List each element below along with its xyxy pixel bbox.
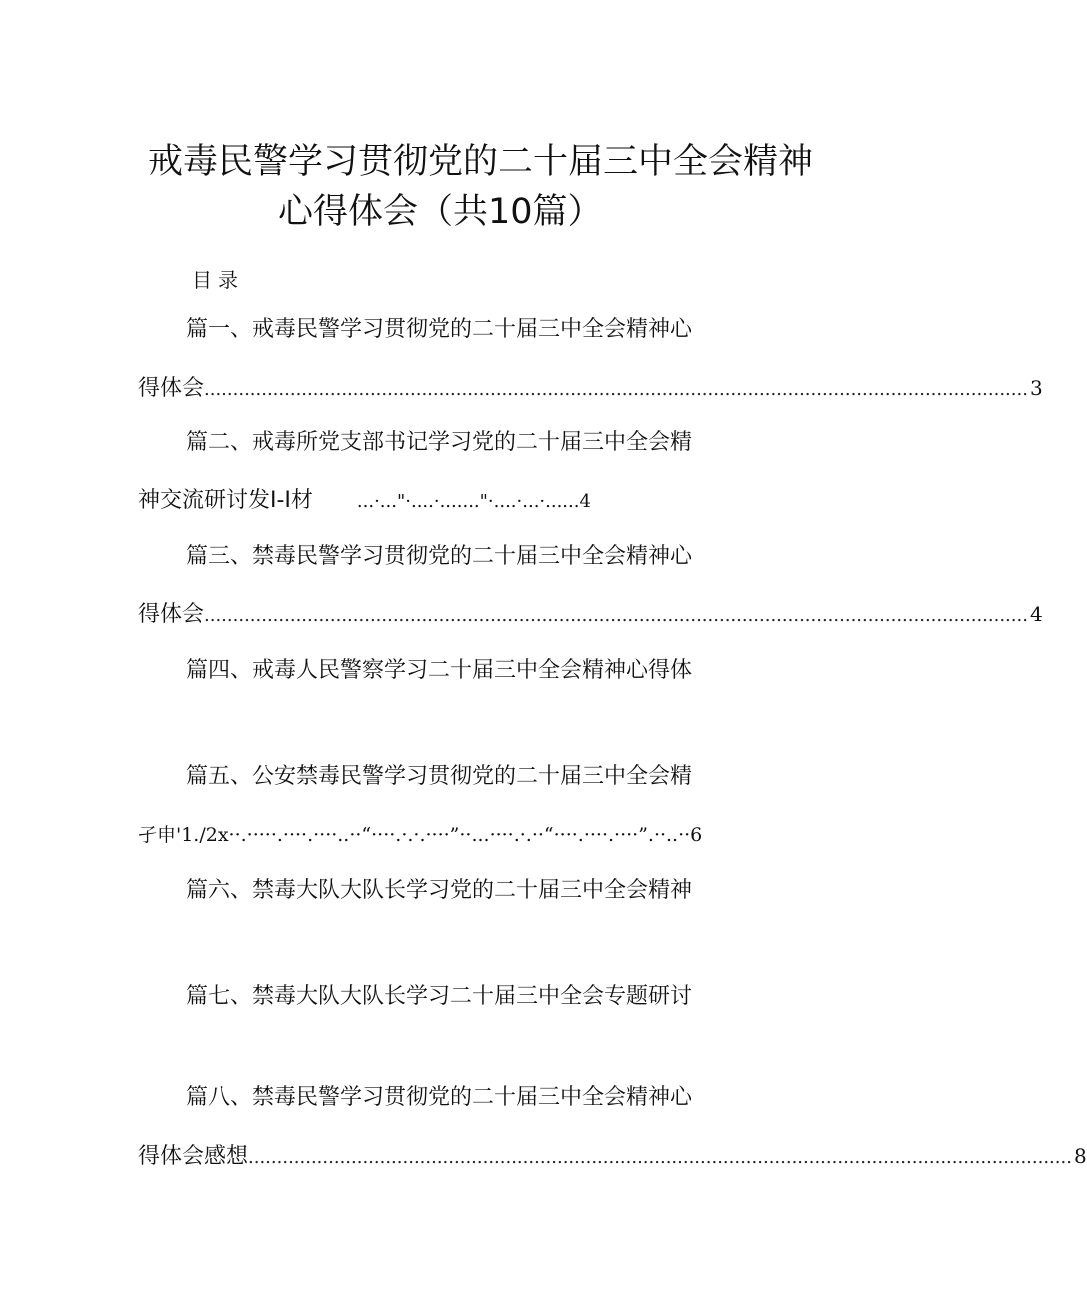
toc-entry-1-title[interactable]: 篇一、戒毒民警学习贯彻党的二十届三中全会精神心 (186, 317, 693, 342)
toc-entry-6-title[interactable]: 篇六、禁毒大队大队长学习党的二十届三中全会精神 (186, 878, 693, 903)
toc-entry-2-title-end: 神交流研讨发I-I材 (138, 488, 313, 513)
toc-entry-2-leader: ...·..."·....·......."·....·...·......4 (356, 491, 591, 512)
toc-entry-3-continuation[interactable] (138, 599, 1043, 631)
toc-entry-8-continuation[interactable] (138, 1141, 1087, 1173)
toc-entry-8-title-end: 得体会感想 (138, 1144, 249, 1169)
toc-entry-3-leader: ................................................................................................................................................ (204, 605, 1028, 626)
toc-heading: 目录 (192, 268, 244, 292)
toc-entry-1-page: 3 (1029, 376, 1043, 400)
toc-entry-2-title[interactable]: 篇二、戒毒所党支部书记学习党的二十届三中全会精 (186, 430, 693, 455)
toc-entry-5-continuation[interactable] (138, 820, 702, 850)
document-title-line-1: 戒毒民警学习贯彻党的二十届三中全会精神 (148, 142, 814, 182)
toc-entry-7-title[interactable]: 篇七、禁毒大队大队长学习二十届三中全会专题研讨 (186, 984, 693, 1009)
toc-entry-1-continuation[interactable] (138, 373, 1043, 405)
toc-entry-3-page: 4 (1029, 602, 1043, 626)
toc-entry-1-leader: ................................................................................................................................................ (204, 379, 1028, 400)
toc-entry-8-page: 8 (1073, 1144, 1087, 1168)
toc-entry-1-title-end: 得体会 (138, 376, 205, 401)
toc-entry-8-title[interactable]: 篇八、禁毒民警学习贯彻党的二十届三中全会精神心 (186, 1085, 693, 1110)
toc-entry-4-title[interactable]: 篇四、戒毒人民警察学习二十届三中全会精神心得体 (186, 658, 693, 683)
toc-entry-3-title-end: 得体会 (138, 602, 205, 627)
toc-entry-2-continuation[interactable] (138, 486, 591, 517)
toc-entry-3-title[interactable]: 篇三、禁毒民警学习贯彻党的二十届三中全会精神心 (186, 544, 693, 569)
toc-entry-5-title[interactable]: 篇五、公安禁毒民警学习贯彻党的二十届三中全会精 (186, 764, 693, 789)
toc-entry-8-leader: ................................................................................................................................................ (248, 1147, 1072, 1168)
document-title-line-2: 心得体会（共10篇） (278, 192, 603, 232)
toc-entry-5-garbled-line: 孑申'1./2x··.·····.····.····..··“····.·.·.····”··...····.·.··“····.····.····”.··..··6 (138, 824, 703, 846)
